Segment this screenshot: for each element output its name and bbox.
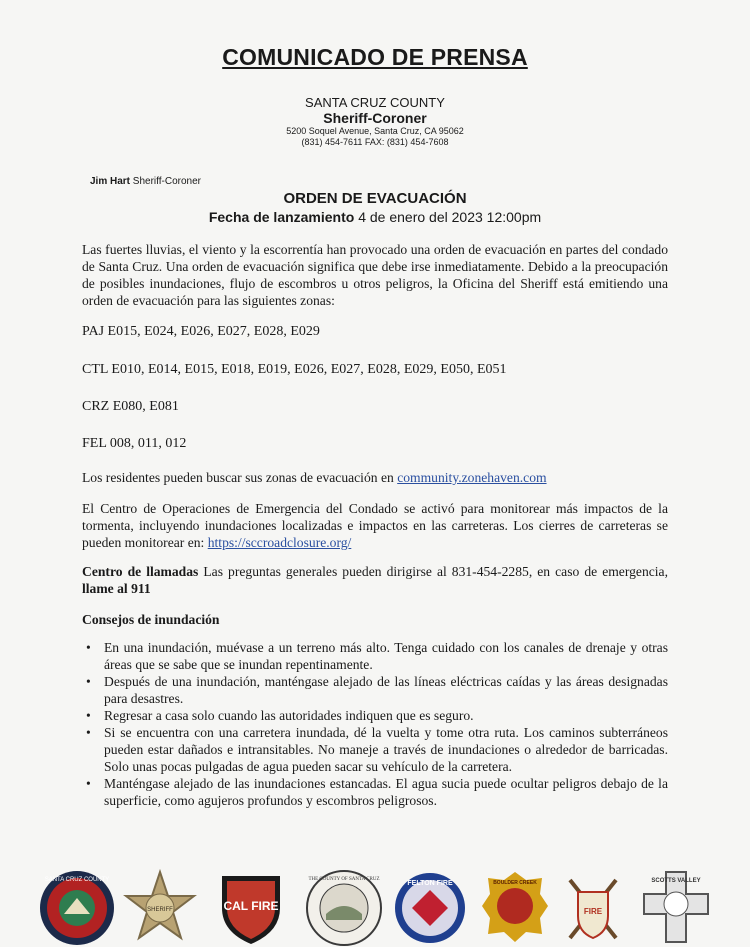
- santa-cruz-county-fire-logo: [38, 868, 116, 947]
- boulder-creek-fire-logo: [480, 868, 550, 947]
- call-center-label: Centro de llamadas: [82, 564, 199, 579]
- tips-heading: Consejos de inundación: [82, 612, 220, 627]
- logo-text: FIRE: [583, 907, 603, 916]
- county-name: SANTA CRUZ COUNTY: [305, 95, 445, 110]
- logo-text: SCOTTS VALLEY: [651, 878, 701, 884]
- release-label: Fecha de lanzamiento: [208, 209, 355, 225]
- intro-paragraph: Las fuertes lluvias, el viento y la escorrentía han provocado una orden de evacuación en partes del condado de Santa Cruz. Una orden de evacuación significa que debe irse inmediatamente. Debido a la preocupación de posibles inundaciones, flujo de escombros u otros peligros, la Oficina del Sheriff está emitiendo una orden de evacuación para las siguientes zonas:: [82, 242, 668, 308]
- zonehaven-link[interactable]: community.zonehaven.com: [397, 470, 547, 485]
- county-seal-logo: [304, 868, 384, 947]
- logo-text: SANTA CRUZ COUNTY: [44, 877, 110, 883]
- scotts-valley-fire-logo: [640, 868, 712, 947]
- release-date: 4 de enero del 2023 12:00pm: [358, 209, 542, 225]
- eoc-paragraph: [82, 500, 668, 551]
- release-line: [0, 209, 750, 225]
- agency-logos: [30, 868, 730, 947]
- logo-text: FELTON FIRE: [407, 880, 453, 887]
- order-header: [0, 190, 750, 225]
- address: 5200 Soquel Avenue, Santa Cruz, CA 95062: [286, 126, 464, 136]
- sheriff-name: Jim Hart: [90, 176, 131, 187]
- sheriff-role: Sheriff-Coroner: [132, 176, 201, 187]
- zone-ctl: CTL E010, E014, E015, E018, E019, E026, E027, E028, E029, E050, E051: [82, 362, 507, 377]
- felton-fire-logo: [392, 868, 468, 947]
- eoc-text: El Centro de Operaciones de Emergencia del Condado se activó para monitorear más impactos de la tormenta, incluyendo inundaciones localizadas e impactos en las carreteras. Los cierres de carreteras se pueden monitorear en:: [82, 501, 668, 550]
- logo-text: BOULDER CREEK: [493, 880, 537, 886]
- zone-crz: CRZ E080, E081: [82, 399, 179, 414]
- list-item: • Manténgase alejado de las inundaciones estancadas. El agua sucia puede ocultar peligros debajo de la superficie, como agujeros profundos y escombros peligrosos.: [82, 775, 668, 809]
- fire-district-crest-logo: [558, 868, 628, 947]
- logo-text: CAL FIRE: [223, 899, 279, 913]
- cal-fire-logo: [216, 868, 286, 947]
- zone-lookup-text: Los residentes pueden buscar sus zonas de evacuación en: [82, 470, 394, 485]
- road-closure-link[interactable]: https://sccroadclosure.org/: [207, 535, 352, 550]
- list-item: • Después de una inundación, manténgase alejado de las líneas eléctricas caídas y las áreas designadas para desastres.: [82, 673, 668, 707]
- list-item: • Si se encuentra con una carretera inundada, dé la vuelta y tome otra ruta. Los caminos subterráneos pueden estar dañados e intransitables. No maneje a través de inundaciones o alrededor de barricadas. Solo unas pocas pulgadas de agua pueden sacar su vehículo de la carretera.: [82, 724, 668, 775]
- zone-paj: PAJ E015, E024, E026, E027, E028, E029: [82, 324, 320, 339]
- order-heading: ORDEN DE EVACUACIÓN: [283, 190, 467, 207]
- zone-fel: FEL 008, 011, 012: [82, 436, 187, 451]
- letterhead: [0, 95, 750, 148]
- page-title: COMUNICADO DE PRENSA: [222, 44, 528, 70]
- call-center-paragraph: [82, 563, 668, 597]
- emergency-number: llame al 911: [82, 581, 151, 596]
- phone-numbers: (831) 454-7611 FAX: (831) 454-7608: [301, 137, 449, 147]
- list-item: • En una inundación, muévase a un terreno más alto. Tenga cuidado con los canales de drenaje y otras áreas que se sabe que se inundan repentinamente.: [82, 639, 668, 673]
- tips-list: [82, 639, 668, 809]
- sheriff-signature-line: [90, 176, 201, 187]
- list-item: • Regresar a casa solo cuando las autoridades indiquen que es seguro.: [82, 707, 668, 724]
- logo-text: THE COUNTY OF SANTA CRUZ: [308, 877, 380, 882]
- logo-text: SHERIFF: [147, 907, 173, 913]
- department-name: Sheriff-Coroner: [323, 110, 427, 126]
- zone-lookup: [82, 469, 668, 486]
- call-center-text: Las preguntas generales pueden dirigirse al 831-454-2285, en caso de emergencia,: [203, 564, 668, 579]
- sheriff-star-logo: [122, 868, 198, 947]
